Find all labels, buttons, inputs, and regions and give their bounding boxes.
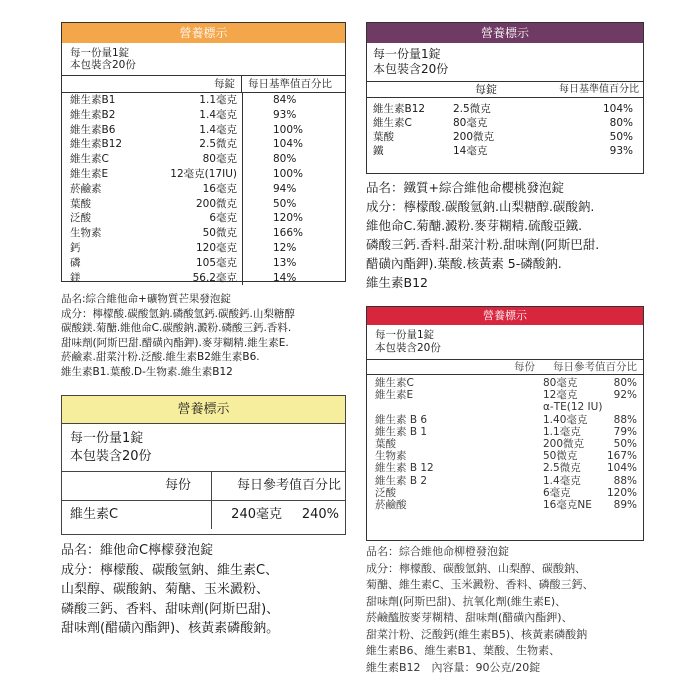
product-description-orange [366, 544, 686, 676]
description-line: 甜味劑(醋磺內酯鉀)、核黃素磷酸鈉。 [61, 621, 280, 636]
nutrient-name: 葉酸 [70, 197, 91, 210]
description-line: 品名：鐵質+綜合維他命櫻桃發泡錠 [366, 180, 564, 195]
nutrient-amount: 2.5微克 [543, 462, 581, 475]
nutrient-amount: 50微克 [202, 227, 237, 240]
nutrient-pct: 167% [606, 450, 637, 463]
nutrient-amount: 80毫克 [202, 153, 237, 166]
nutrient-pct: 104% [273, 138, 304, 151]
nutrient-pct: 93% [609, 145, 633, 157]
nutrient-row [62, 501, 345, 529]
nutrient-amount: α-TE(12 IU) [543, 401, 603, 414]
nutrient-pct: 84% [273, 94, 297, 106]
description-line: 成分：檸檬酸.碳酸氫鈉.磷酸氫鈣.碳酸鈣.山梨糖醇 [61, 307, 295, 320]
nutrient-row [62, 226, 242, 241]
description-line: 甜味劑(阿斯巴甜)、抗氧化劑(維生素E)、 [366, 594, 567, 608]
nutrient-pct: 104% [606, 462, 637, 475]
nutrient-pct: 88% [613, 474, 637, 487]
description-line: 品名：維他命C檸檬發泡錠 [61, 543, 214, 558]
nutrient-pct [603, 401, 643, 413]
description-line: 維生素B6、維生素B1、葉酸、生物素、 [366, 644, 561, 657]
nutrient-name: 磷 [70, 256, 81, 269]
nutrient-row [367, 450, 643, 462]
nutrient-pct: 120% [273, 212, 304, 225]
nutrient-pct: 93% [273, 108, 297, 121]
nutrient-row [367, 144, 643, 158]
nutrient-pct: 100% [273, 167, 304, 180]
nutrient-pct: 166% [273, 227, 304, 240]
nutrient-name [367, 401, 543, 413]
panel-title: 營養標示 [367, 23, 643, 43]
nutrient-name: 維生素E [375, 389, 414, 402]
nutrient-row [367, 414, 643, 426]
nutrient-pct: 12% [273, 241, 297, 254]
nutrient-name: 維生素B12 [373, 103, 426, 115]
nutrient-name: 維生素E [70, 167, 109, 180]
product-description-mango [61, 292, 361, 379]
nutrient-name: 鈣 [70, 241, 81, 254]
description-line: 菸鹼素.甜菜汁粉.泛酸.維生素B2維生素B6. [61, 351, 260, 363]
description-line: 維生素B1.葉酸.D-生物素.維生素B12 [61, 365, 233, 378]
nutrient-name: 維生素B12 [70, 138, 123, 151]
nutrient-amount: 120毫克 [195, 241, 237, 254]
column-header [62, 76, 345, 93]
nutrient-amount: 1.1毫克 [199, 94, 237, 106]
col-per-serving: 每份 [62, 472, 212, 500]
nutrient-row [367, 438, 643, 450]
description-line: 成分：檸檬酸、碳酸氫鈉、山梨醇、碳酸鈉、 [366, 561, 586, 575]
col-per-tablet: 每錠 [475, 83, 497, 96]
panel-title: 營養標示 [62, 23, 345, 43]
servings-per-pack: 本包裝含20份 [70, 59, 136, 71]
nutrient-amount: 12毫克 [543, 389, 578, 402]
nutrient-amount: 200微克 [453, 131, 495, 143]
description-line: 維生素B12 內容量：90公克/20錠 [366, 660, 541, 674]
serving-size: 每一份量1錠 [373, 47, 441, 61]
nutrient-name: 維生素 B 12 [375, 462, 434, 475]
nutrient-row [62, 152, 242, 167]
nutrient-name: 生物素 [375, 450, 407, 463]
nutrient-name: 維生素 B 1 [375, 425, 428, 438]
description-line: 碳酸鎂.菊醣.維他命C.碳酸鈉.澱粉.磷酸三鈣.香料. [61, 322, 292, 334]
nutrient-amount: 16毫克NE [543, 498, 592, 511]
nutrient-pct: 92% [613, 389, 637, 402]
nutrient-pct: 14% [273, 271, 297, 284]
nutrient-amount: 6毫克 [543, 486, 571, 499]
nutrient-table [367, 375, 643, 511]
nutrient-amount: 1.40毫克 [543, 413, 588, 426]
nutrient-row [367, 462, 643, 474]
nutrition-panel-lemon [61, 395, 346, 535]
nutrient-amount: 200微克 [195, 197, 237, 210]
nutrient-amount: 200微克 [543, 437, 585, 450]
nutrient-amount: 80毫克 [453, 117, 488, 129]
nutrient-row [367, 116, 643, 130]
product-description-cherry [366, 178, 686, 292]
nutrient-amount: 1.1毫克 [543, 425, 581, 438]
nutrient-name: 菸鹼酸 [375, 498, 407, 511]
nutrient-row [62, 197, 242, 212]
nutrient-amount: 1.4毫克 [543, 474, 581, 487]
nutrient-row [367, 401, 643, 413]
nutrient-amount: 14毫克 [453, 145, 488, 157]
nutrient-name: 葉酸 [375, 437, 396, 450]
nutrient-name: 維生素 B 2 [375, 474, 428, 487]
nutrient-row [62, 93, 242, 108]
nutrient-name: 鎂 [70, 271, 81, 284]
description-line: 甜菜汁粉、泛酸鈣(維生素B5)、核黃素磷酸鈉 [366, 627, 588, 641]
nutrient-name: 維生素C [375, 377, 414, 389]
nutrient-pct: 100% [273, 123, 304, 136]
nutrient-name: 維生素B6 [70, 123, 116, 136]
servings-per-pack: 本包裝含20份 [373, 62, 449, 76]
col-daily-value: 每日基準值百分比 [559, 84, 639, 95]
nutrient-pct: 94% [273, 182, 297, 195]
description-line: 菸鹼醯胺麥芽糊精、甜味劑(醋磺內酯鉀)、 [366, 611, 573, 624]
serving-info [62, 43, 345, 76]
panel-title: 營養標示 [367, 307, 643, 325]
servings-per-pack: 本包裝含20份 [375, 342, 441, 354]
nutrient-table [62, 93, 345, 285]
column-header [62, 472, 345, 501]
nutrient-pct: 80% [609, 117, 633, 129]
description-line: 品名：綜合維他命柳橙發泡錠 [366, 545, 509, 558]
nutrient-pct: 104% [602, 103, 633, 115]
nutrient-amount: 2.5微克 [453, 103, 491, 115]
description-line: 甜味劑(阿斯巴甜.醋磺內酯鉀).麥芽糊精.維生素E. [61, 336, 289, 349]
column-header [367, 360, 643, 375]
nutrition-panel-orange [366, 306, 644, 541]
serving-size: 每一份量1錠 [375, 329, 435, 341]
col-per-serving: 每份 [514, 361, 535, 373]
column-header [367, 82, 643, 98]
nutrient-amount: 1.4毫克 [199, 108, 237, 121]
nutrient-row [62, 137, 242, 152]
nutrient-name: 葉酸 [373, 131, 394, 143]
description-line: 成分：檸檬酸、碳酸氫鈉、維生素C、 [61, 562, 279, 578]
nutrient-pct: 79% [613, 425, 637, 438]
nutrient-row [367, 377, 643, 389]
nutrient-pct: 13% [273, 256, 297, 269]
serving-size: 每一份量1錠 [70, 431, 144, 446]
serving-info [62, 424, 345, 472]
servings-per-pack: 本包裝含20份 [70, 449, 152, 464]
nutrient-row [367, 499, 643, 511]
nutrient-name: 維生素B2 [70, 108, 116, 121]
description-line: 維生素B12 [366, 275, 428, 290]
nutrient-name: 鐵 [373, 145, 384, 157]
serving-info [367, 43, 643, 82]
nutrient-name: 泛酸 [375, 486, 396, 499]
nutrient-pct: 89% [613, 498, 637, 511]
nutrient-name: 維生素C [70, 153, 109, 166]
nutrient-row [62, 241, 242, 256]
nutrient-amount: 6毫克 [209, 212, 237, 225]
nutrient-pct: 80% [613, 377, 637, 389]
nutrient-row [62, 271, 242, 286]
nutrient-row [367, 130, 643, 144]
nutrient-amount: 12毫克(17IU) [170, 167, 237, 180]
nutrient-name: 菸鹼素 [70, 182, 102, 195]
nutrient-amount: 1.4毫克 [199, 123, 237, 136]
nutrient-name: 維生素B1 [70, 94, 116, 106]
nutrient-pct: 80% [273, 153, 297, 166]
nutrient-name: 維生素C [62, 501, 212, 529]
nutrient-name: 維生素 B 6 [375, 413, 428, 426]
nutrient-row [62, 108, 242, 123]
col-daily-value: 每日參考值百分比 [553, 361, 637, 373]
nutrient-pct-col [243, 93, 345, 285]
description-line: 磷酸三鈣.香料.甜菜汁粉.甜味劑(阿斯巴甜. [366, 237, 600, 252]
nutrient-amount: 2.5微克 [199, 138, 237, 151]
nutrient-row [367, 487, 643, 499]
nutrient-pct: 50% [609, 131, 633, 143]
col-per-tablet: 每錠 [62, 76, 242, 92]
nutrient-row [62, 123, 242, 138]
description-line: 醋磺內酯鉀).葉酸.核黃素 5-磷酸鈉. [366, 256, 562, 271]
nutrient-row [62, 182, 242, 197]
nutrient-row [367, 426, 643, 438]
nutrient-row [62, 211, 242, 226]
nutrition-panel-cherry [366, 22, 644, 174]
nutrient-pct: 240% [301, 507, 339, 522]
nutrient-names-col [62, 93, 243, 285]
nutrient-name: 維生素C [373, 117, 412, 129]
nutrient-row [62, 167, 242, 182]
panel-title: 營養標示 [62, 396, 345, 424]
nutrient-row [367, 475, 643, 487]
product-description-lemon [61, 541, 361, 639]
description-line: 維他命C.菊醣.澱粉.麥芽糊精.硫酸亞鐵. [366, 218, 583, 233]
nutrient-amount: 240毫克 [231, 507, 282, 522]
nutrient-amount: 80毫克 [543, 377, 578, 389]
nutrient-row [367, 389, 643, 401]
serving-size: 每一份量1錠 [70, 47, 130, 59]
nutrient-amount: 56.2毫克 [192, 271, 237, 284]
nutrient-pct: 120% [606, 486, 637, 499]
serving-info [367, 325, 643, 360]
nutrient-amount: 50微克 [543, 450, 578, 463]
nutrient-amount: 16毫克 [202, 182, 237, 195]
nutrient-pct: 50% [613, 437, 637, 450]
col-daily-value: 每日參考值百分比 [236, 478, 341, 493]
nutrient-row [62, 256, 242, 271]
nutrient-amount: 105毫克 [195, 256, 237, 269]
description-line: 品名:綜合維他命+礦物質芒果發泡錠 [61, 293, 231, 305]
description-line: 磷酸三鈣、香料、甜味劑(阿斯巴甜)、 [61, 601, 280, 617]
nutrient-pct: 50% [273, 197, 297, 210]
nutrient-name: 生物素 [70, 227, 102, 240]
nutrient-table [367, 98, 643, 158]
nutrient-row [367, 102, 643, 116]
description-line: 菊醣、維生素C、玉米澱粉、香料、磷酸三鈣、 [366, 578, 594, 591]
description-line: 成分：檸檬酸.碳酸氫鈉.山梨糖醇.碳酸鈉. [366, 199, 595, 214]
nutrient-name: 泛酸 [70, 212, 91, 225]
nutrition-panel-mango [61, 22, 346, 282]
col-daily-value: 每日基準值百分比 [248, 78, 332, 90]
description-line: 山梨醇、碳酸鈉、菊醣、玉米澱粉、 [61, 582, 270, 597]
nutrient-pct: 88% [613, 413, 637, 426]
